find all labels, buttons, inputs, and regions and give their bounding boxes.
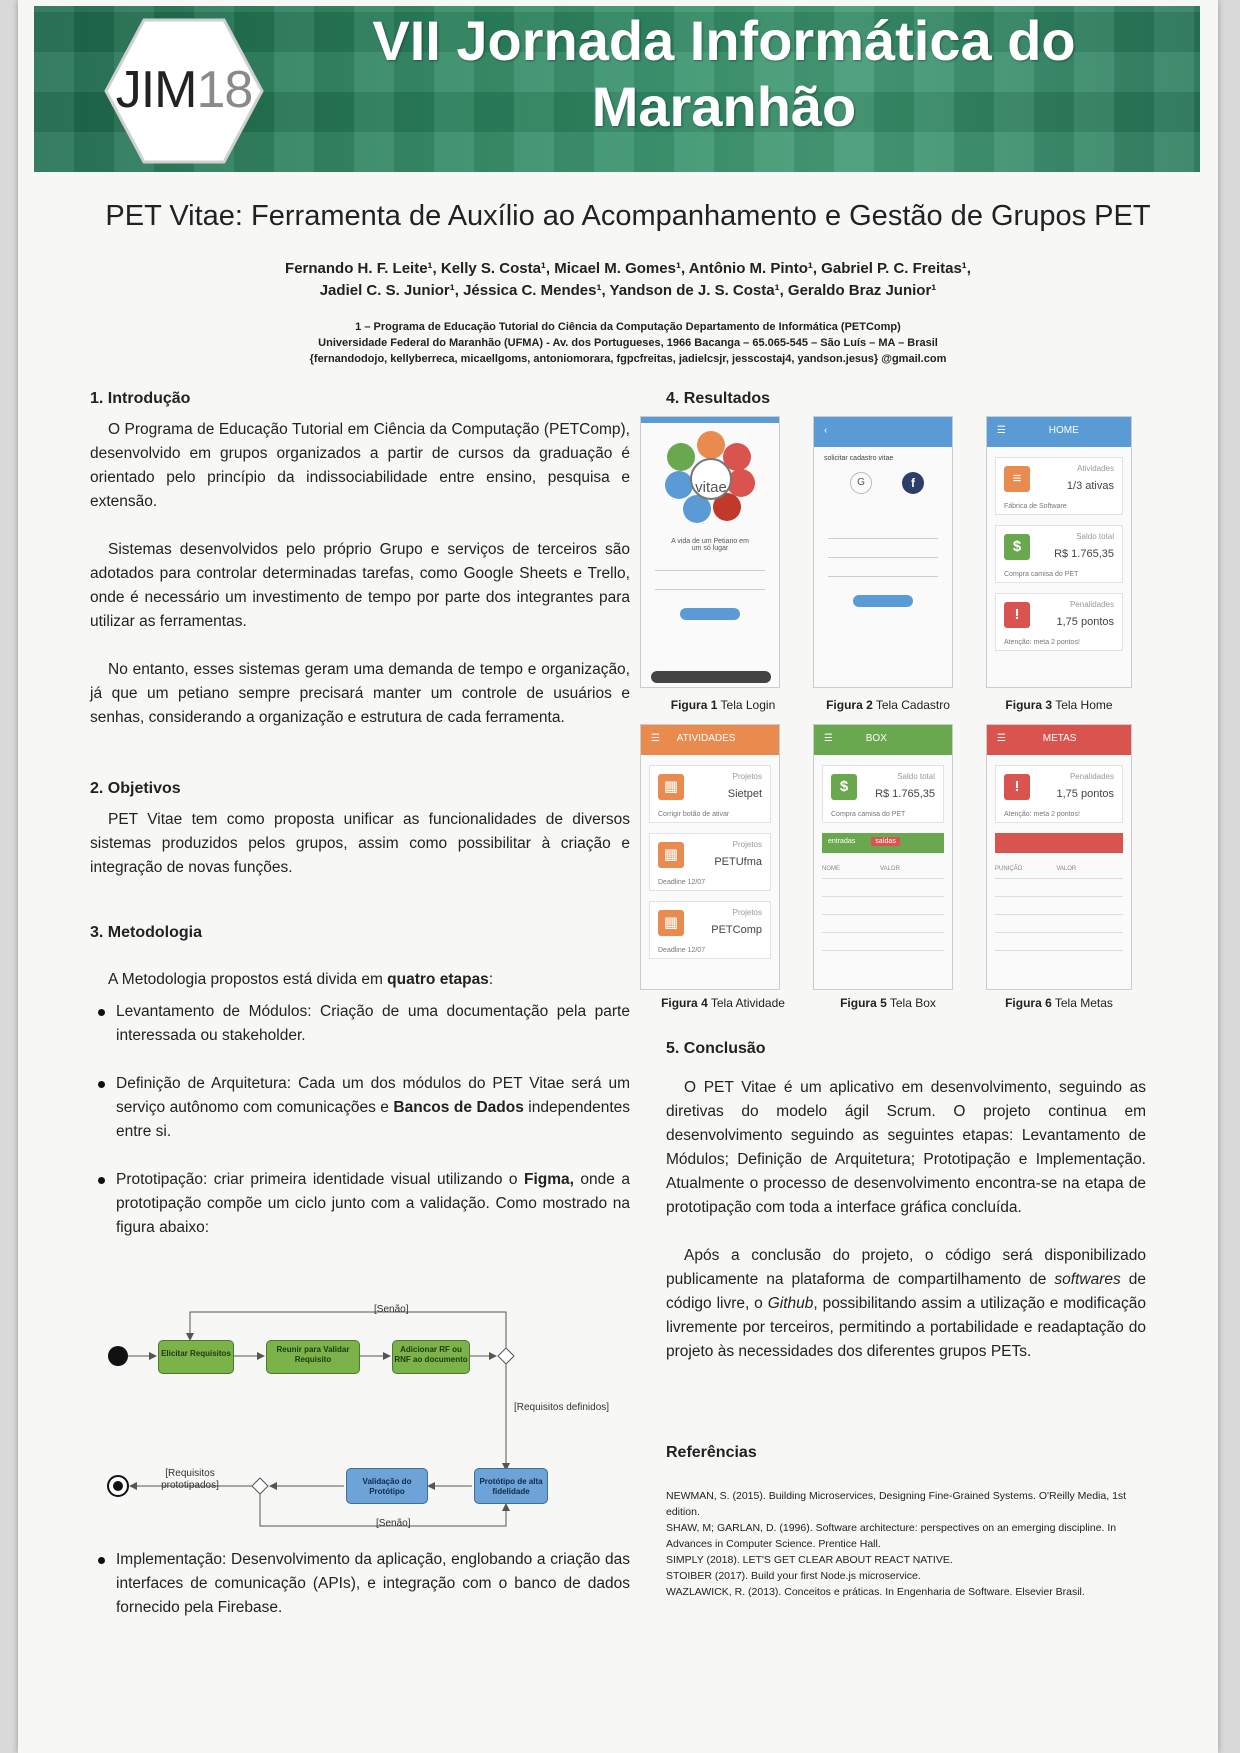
home-card3-label: Penalidades bbox=[1069, 600, 1114, 609]
diagram-node-validacao: Validação do Protótipo bbox=[346, 1468, 428, 1504]
menu-icon[interactable]: ☰ bbox=[651, 733, 660, 744]
authors-line2: Jadiel C. S. Junior¹, Jéssica C. Mendes¹, Yandson de J. S. Costa¹, Geraldo Braz Junior¹ bbox=[319, 282, 937, 299]
list-icon: ≡ bbox=[1004, 466, 1030, 492]
diagram-node-reunir: Reunir para Validar Requisito bbox=[266, 1340, 360, 1374]
atividade-topbar bbox=[641, 725, 779, 755]
atividade-card-2[interactable] bbox=[649, 833, 771, 891]
diagram-node-prototipo: Protótipo de alta fidelidade bbox=[474, 1468, 548, 1504]
cadastro-confirm-field[interactable] bbox=[828, 576, 938, 577]
atividade-card2-sub: Deadline 12/07 bbox=[658, 879, 706, 886]
screen-cadastro bbox=[813, 416, 953, 688]
affiliation-line1: 1 – Programa de Educação Tutorial do Ciência da Computação Departamento de Informática (PETComp) bbox=[355, 321, 901, 333]
box-col-nome: NOME bbox=[822, 866, 840, 872]
box-tab-entradas[interactable]: entradas bbox=[828, 838, 856, 845]
cadastro-social-row bbox=[814, 462, 952, 502]
cadastro-email-field[interactable] bbox=[828, 538, 938, 539]
metodologia-list-2 bbox=[94, 1548, 630, 1620]
banner-title-line2: Maranhão bbox=[591, 75, 857, 138]
home-topbar bbox=[987, 417, 1131, 447]
intro-paragraph-3: No entanto, esses sistemas geram uma demanda de tempo e organização, já que um petiano sempre precisará manter um controle de usuários e senhas, considerando a organização e estrutura de cada ferramenta. bbox=[90, 661, 630, 726]
diagram-connectors bbox=[106, 1300, 636, 1540]
caption-fig2-num: Figura 2 bbox=[826, 698, 873, 712]
home-card3-sub: Atenção: meta 2 pontos! bbox=[1004, 639, 1080, 646]
left-column bbox=[90, 390, 630, 1264]
authors bbox=[58, 258, 1198, 302]
home-card-atividades[interactable] bbox=[995, 457, 1123, 515]
home-card-saldo[interactable] bbox=[995, 525, 1123, 583]
metas-table-row bbox=[995, 879, 1123, 897]
box-tabs bbox=[822, 833, 944, 853]
metas-title: METAS bbox=[1042, 733, 1077, 744]
google-icon[interactable]: G bbox=[850, 472, 872, 494]
metodologia-intro-bold: quatro etapas bbox=[387, 971, 489, 988]
objetivos-paragraph: PET Vitae tem como proposta unificar as funcionalidades de diversos sistemas produzidos pelos grupos, assim como possibilitar à criação e integração de novas funções. bbox=[90, 811, 630, 876]
banner-title-line1: VII Jornada Informática do bbox=[372, 9, 1076, 72]
caption-fig6-num: Figura 6 bbox=[1005, 996, 1052, 1010]
box-table-row bbox=[822, 915, 944, 933]
metodologia-item-2 bbox=[94, 1072, 630, 1144]
item3-bold: Figma, bbox=[524, 1171, 574, 1188]
reference-4: STOIBER (2017). Build your first Node.js microservice. bbox=[666, 1570, 921, 1582]
metas-col-valor: VALOR bbox=[1056, 866, 1077, 872]
home-card2-label: Saldo total bbox=[1076, 532, 1114, 541]
logo-text bbox=[104, 60, 264, 120]
login-password-field[interactable] bbox=[655, 589, 765, 590]
diagram-label-senao-top: [Senão] bbox=[374, 1304, 409, 1315]
caption-fig3-num: Figura 3 bbox=[1005, 698, 1053, 712]
conclusao-p2-em2: Github bbox=[767, 1295, 814, 1312]
banner bbox=[34, 6, 1200, 172]
facebook-icon[interactable]: f bbox=[902, 472, 924, 494]
atividade-card3-label: Projetos bbox=[732, 908, 762, 917]
diagram-decision-2 bbox=[252, 1478, 268, 1494]
alert-icon: ! bbox=[1004, 774, 1030, 800]
metodologia-item-1: Levantamento de Módulos: Criação de uma documentação pela parte interessada ou stakeholder. bbox=[94, 1000, 630, 1048]
referencias-heading: Referências bbox=[666, 1444, 757, 1461]
caption-fig4-num: Figura 4 bbox=[661, 996, 708, 1010]
metodologia-item-4: Implementação: Desenvolvimento da aplicação, englobando a criação das interfaces de comunicação (APIs), e integração com o banco de dados fornecido pela Firebase. bbox=[94, 1548, 630, 1620]
metodologia-intro bbox=[90, 968, 630, 992]
intro-paragraph-2: Sistemas desenvolvidos pelo próprio Grupo e serviços de terceiros são adotados para controlar determinadas tarefas, como Google Sheets e Trello, onde é necessário um investimento de tempo por parte dos integrantes para utilizar as ferramentas. bbox=[90, 541, 630, 630]
referencias-section bbox=[666, 1444, 1146, 1600]
conclusao-paragraph-1: O PET Vitae é um aplicativo em desenvolvimento, seguindo as diretivas do modelo ágil Scrum. O projeto continua em desenvolvimento seguindo as seguintes etapas: Levantamento de Módulos; Definição de Arquitetura; Prototipação e Implementação. Atualmente o processo de desenvolvimento encontra-se na etapa de prototipação com toda a interface gráfica concluída. bbox=[666, 1079, 1146, 1216]
home-title: HOME bbox=[1048, 425, 1079, 436]
box-title: BOX bbox=[865, 733, 887, 744]
caption-fig1-num: Figura 1 bbox=[670, 698, 718, 712]
screen-login bbox=[640, 416, 780, 688]
intro-paragraph-1: O Programa de Educação Tutorial em Ciência da Computação (PETComp), desenvolvido em grupos organizados a partir de cursos da graduação é orientado pelo princípio da indissociabilidade entre ensino, pesquisa e extensão. bbox=[90, 421, 630, 510]
caption-fig5-num: Figura 5 bbox=[840, 996, 887, 1010]
affiliation-line3: {fernandodojo, kellyberreca, micaellgoms, antoniomorara, fgpcfreitas, jadielcsjr, jesscostaj4, yandson.jesus} @gmail.com bbox=[309, 353, 947, 365]
poster-title: PET Vitae: Ferramenta de Auxílio ao Acompanhamento e Gestão de Grupos PET bbox=[105, 200, 1151, 232]
affiliation-line2: Universidade Federal do Maranhão (UFMA) - Av. dos Portugueses, 1966 Bacanga – 65.065-545 – São Luís – MA – Brasil bbox=[318, 337, 938, 349]
cadastro-topbar bbox=[814, 417, 952, 447]
metas-table-row bbox=[995, 933, 1123, 951]
project-icon: ▦ bbox=[658, 910, 684, 936]
item2-text: Definição de Arquitetura: Cada um dos módulos do PET Vitae será um serviço autônomo com comunicações e bbox=[116, 1075, 630, 1116]
caption-fig3 bbox=[984, 698, 1134, 712]
metas-card-penalidades[interactable] bbox=[995, 765, 1123, 823]
atividade-card3-value: PETComp bbox=[711, 924, 762, 936]
diagram-label-req-prototipados: [Requisitos prototipados] bbox=[161, 1468, 219, 1491]
caption-fig1-text: Tela Login bbox=[717, 698, 776, 712]
process-diagram bbox=[106, 1300, 636, 1540]
metas-card-value: 1,75 pontos bbox=[1056, 788, 1114, 800]
home-card-penalidades[interactable] bbox=[995, 593, 1123, 651]
atividade-card2-value: PETUfma bbox=[714, 856, 762, 868]
box-card-label: Saldo total bbox=[897, 772, 935, 781]
diagram-start-node bbox=[108, 1346, 128, 1366]
home-card2-value: R$ 1.765,35 bbox=[1054, 548, 1114, 560]
caption-fig5-text: Tela Box bbox=[886, 996, 936, 1010]
caption-fig3-text: Tela Home bbox=[1052, 698, 1113, 712]
home-card2-sub: Compra camisa do PET bbox=[1004, 571, 1079, 578]
screen-metas bbox=[986, 724, 1132, 990]
intro-heading: 1. Introdução bbox=[90, 390, 191, 407]
atividade-card1-value: Sietpet bbox=[727, 788, 762, 800]
caption-fig1 bbox=[648, 698, 798, 712]
conclusao-p2-end: , possibilitando assim a utilização e modificação livremente por terceiros, permitindo a portabilidade e readaptação do projeto às necessidades dos diferentes grupos PETs. bbox=[666, 1295, 1146, 1360]
back-arrow-icon[interactable]: ‹ bbox=[824, 425, 828, 436]
dollar-icon: $ bbox=[831, 774, 857, 800]
cadastro-submit-button[interactable] bbox=[853, 595, 913, 607]
atividade-card1-sub: Corrigir botão de ativar bbox=[658, 811, 730, 818]
login-tagline: A vida de um Petiano em um só lugar bbox=[671, 538, 749, 552]
conclusao-p2-em1: softwares bbox=[1054, 1271, 1121, 1288]
login-enter-button[interactable] bbox=[680, 608, 740, 620]
home-card3-value: 1,75 pontos bbox=[1056, 616, 1114, 628]
diagram-decision-1 bbox=[498, 1348, 514, 1364]
vitae-flower-logo bbox=[641, 423, 780, 533]
metas-table-row bbox=[995, 915, 1123, 933]
menu-icon[interactable]: ☰ bbox=[824, 733, 833, 744]
alert-icon: ! bbox=[1004, 602, 1030, 628]
home-card1-sub: Fábrica de Software bbox=[1004, 503, 1067, 510]
reference-1: NEWMAN, S. (2015). Building Microservices, Designing Fine-Grained Systems. O'Reilly Media, 1st edition. bbox=[666, 1490, 1127, 1518]
objetivos-heading: 2. Objetivos bbox=[90, 780, 181, 797]
box-table-row bbox=[822, 897, 944, 915]
box-card-sub: Compra camisa do PET bbox=[831, 811, 906, 818]
item3-end: onde a prototipação compõe um ciclo junto com a validação. Como mostrado na figura abaixo: bbox=[116, 1171, 631, 1236]
home-card1-label: Atividades bbox=[1077, 464, 1114, 473]
box-card-saldo[interactable] bbox=[822, 765, 944, 823]
login-bottom-bar bbox=[651, 671, 771, 683]
metodologia-heading: 3. Metodologia bbox=[90, 924, 202, 941]
reference-5: WAZLAWICK, R. (2013). Conceitos e práticas. In Engenharia de Software. Elsevier Brasil. bbox=[666, 1586, 1085, 1598]
logo-jim: JIM bbox=[115, 61, 197, 119]
menu-icon[interactable]: ☰ bbox=[997, 733, 1006, 744]
screen-home bbox=[986, 416, 1132, 688]
conclusao-p2-text: Após a conclusão do projeto, o código será disponibilizado publicamente na plataforma de compartilhamento de bbox=[666, 1247, 1146, 1288]
project-icon: ▦ bbox=[658, 842, 684, 868]
box-tab-saidas[interactable]: saídas bbox=[871, 837, 900, 846]
screen-box bbox=[813, 724, 953, 990]
affiliation bbox=[58, 319, 1198, 367]
atividade-title: ATIVIDADES bbox=[676, 733, 736, 744]
item2-end: independentes entre si. bbox=[116, 1099, 630, 1140]
caption-fig4-text: Tela Atividade bbox=[707, 996, 785, 1010]
home-card1-value: 1/3 ativas bbox=[1066, 480, 1114, 492]
conclusao-section bbox=[666, 1040, 1146, 1388]
metas-card-label: Penalidades bbox=[1069, 772, 1114, 781]
login-user-field[interactable] bbox=[655, 570, 765, 571]
diagram-node-adicionar: Adicionar RF ou RNF ao documento bbox=[392, 1340, 470, 1374]
atividade-card-3[interactable] bbox=[649, 901, 771, 959]
resultados-heading: 4. Resultados bbox=[666, 390, 771, 407]
caption-fig2 bbox=[813, 698, 963, 712]
metas-topbar bbox=[987, 725, 1131, 755]
caption-fig2-text: Tela Cadastro bbox=[872, 698, 950, 712]
metodologia-intro-text: A Metodologia propostos está divida em bbox=[108, 971, 388, 988]
conclusao-paragraph-2 bbox=[666, 1244, 1146, 1364]
box-table-row bbox=[822, 879, 944, 897]
box-table-row bbox=[822, 933, 944, 951]
box-topbar bbox=[814, 725, 952, 755]
box-col-valor: VALOR bbox=[880, 866, 900, 872]
box-card-value: R$ 1.765,35 bbox=[875, 788, 935, 800]
metas-table-header bbox=[995, 861, 1123, 879]
box-table-header bbox=[822, 861, 944, 879]
diagram-label-req-definidos: [Requisitos definidos] bbox=[514, 1402, 610, 1413]
conclusao-p2-mid: de código livre, o bbox=[666, 1271, 1146, 1312]
dollar-icon: $ bbox=[1004, 534, 1030, 560]
menu-icon[interactable]: ☰ bbox=[997, 425, 1006, 436]
metas-table-row bbox=[995, 897, 1123, 915]
caption-fig6 bbox=[984, 996, 1134, 1010]
poster bbox=[18, 0, 1218, 1753]
authors-line1: Fernando H. F. Leite¹, Kelly S. Costa¹, Micael M. Gomes¹, Antônio M. Pinto¹, Gabriel P. C. Freitas¹, bbox=[285, 260, 971, 277]
item2-bold: Bancos de Dados bbox=[393, 1099, 524, 1116]
metodologia-intro-end: : bbox=[488, 971, 494, 988]
screen-atividade bbox=[640, 724, 780, 990]
conclusao-heading: 5. Conclusão bbox=[666, 1040, 766, 1057]
diagram-label-senao-bottom: [Senão] bbox=[376, 1518, 411, 1529]
logo-num: 18 bbox=[196, 61, 253, 119]
caption-fig6-text: Tela Metas bbox=[1051, 996, 1113, 1010]
diagram-node-elicitar: Elicitar Requisitos bbox=[158, 1340, 234, 1374]
right-column bbox=[666, 390, 1146, 418]
login-logo-text: vitae bbox=[695, 479, 727, 496]
cadastro-senha-field[interactable] bbox=[828, 557, 938, 558]
metodologia-list bbox=[94, 1000, 630, 1240]
metodologia-item-3 bbox=[94, 1168, 630, 1240]
atividade-card3-sub: Deadline 12/07 bbox=[658, 947, 706, 954]
caption-fig4 bbox=[648, 996, 798, 1010]
item3-text: Prototipação: criar primeira identidade visual utilizando o bbox=[116, 1171, 525, 1188]
reference-3: SIMPLY (2018). LET'S GET CLEAR ABOUT REACT NATIVE. bbox=[666, 1554, 953, 1566]
metas-card-sub: Atenção: meta 2 pontos! bbox=[1004, 811, 1080, 818]
metas-col-punicao: PUNIÇÃO bbox=[995, 866, 1023, 872]
caption-fig5 bbox=[813, 996, 963, 1010]
banner-title bbox=[274, 8, 1174, 140]
project-icon: ▦ bbox=[658, 774, 684, 800]
cadastro-header: solicitar cadastro vitae bbox=[824, 455, 894, 462]
reference-2: SHAW, M; GARLAN, D. (1996). Software architecture: perspectives on an emerging discipline. In Advances in Computer Science. Prentice Hall. bbox=[666, 1522, 1117, 1550]
atividade-card-1[interactable] bbox=[649, 765, 771, 823]
metas-tabs bbox=[995, 833, 1123, 853]
atividade-card1-label: Projetos bbox=[732, 772, 762, 781]
implementacao-block bbox=[90, 1548, 630, 1644]
atividade-card2-label: Projetos bbox=[732, 840, 762, 849]
